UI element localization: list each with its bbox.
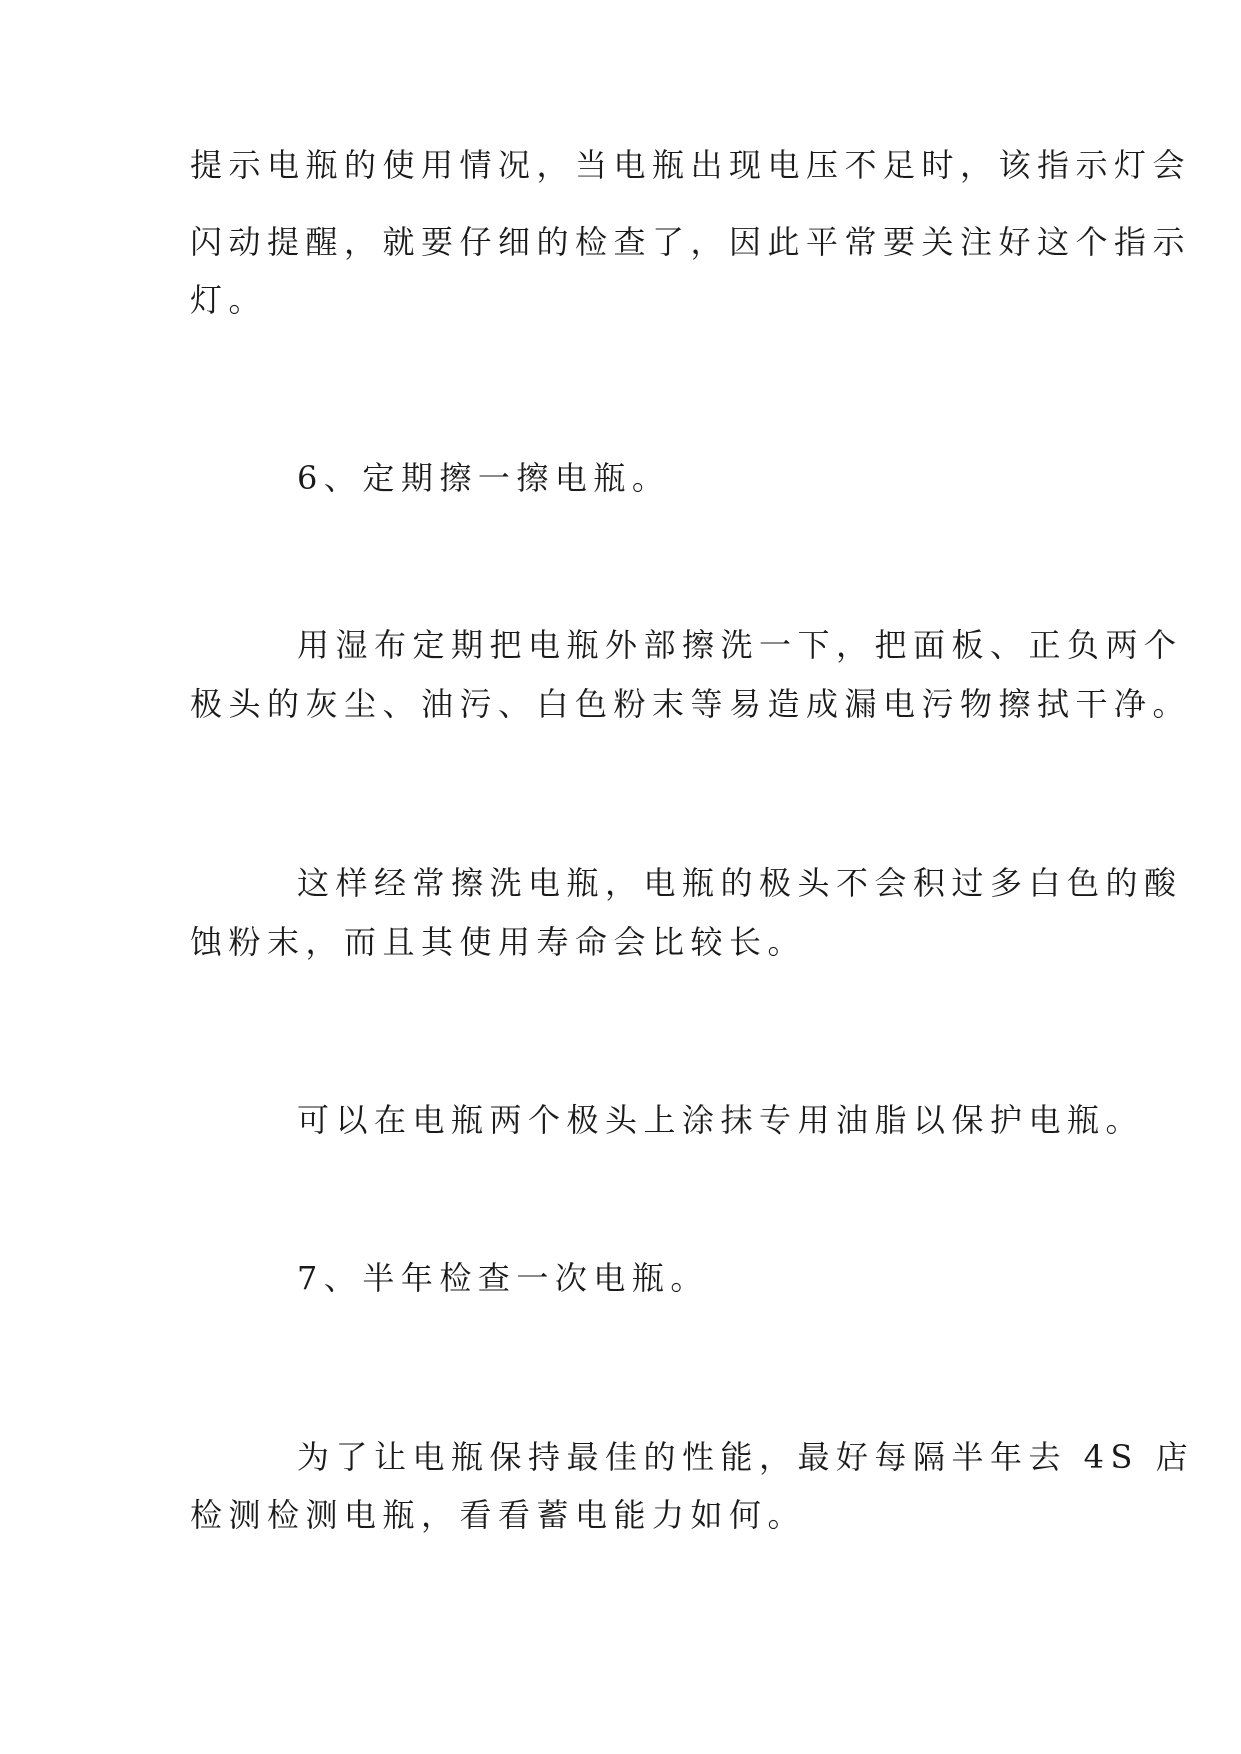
section-heading: 7、半年检查一次电瓶。 xyxy=(297,1259,709,1297)
paragraph-line: 闪动提醒，就要仔细的检查了，因此平常要关注好这个指示 xyxy=(190,223,1192,261)
paragraph-line: 为了让电瓶保持最佳的性能，最好每隔半年去 4S 店 xyxy=(297,1438,1195,1476)
paragraph-line: 蚀粉末，而且其使用寿命会比较长。 xyxy=(190,923,807,961)
paragraph-line: 灯。 xyxy=(190,281,268,319)
paragraph-line: 用湿布定期把电瓶外部擦洗一下，把面板、正负两个 xyxy=(297,626,1183,664)
section-heading: 6、定期擦一擦电瓶。 xyxy=(297,459,671,497)
paragraph-line: 可以在电瓶两个极头上涂抹专用油脂以保护电瓶。 xyxy=(297,1101,1145,1139)
paragraph-line: 检测检测电瓶，看看蓄电能力如何。 xyxy=(190,1496,807,1534)
paragraph-line: 极头的灰尘、油污、白色粉末等易造成漏电污物擦拭干净。 xyxy=(190,685,1192,723)
paragraph-line: 这样经常擦洗电瓶，电瓶的极头不会积过多白色的酸 xyxy=(297,864,1183,902)
paragraph-line: 提示电瓶的使用情况，当电瓶出现电压不足时，该指示灯会 xyxy=(190,146,1192,184)
